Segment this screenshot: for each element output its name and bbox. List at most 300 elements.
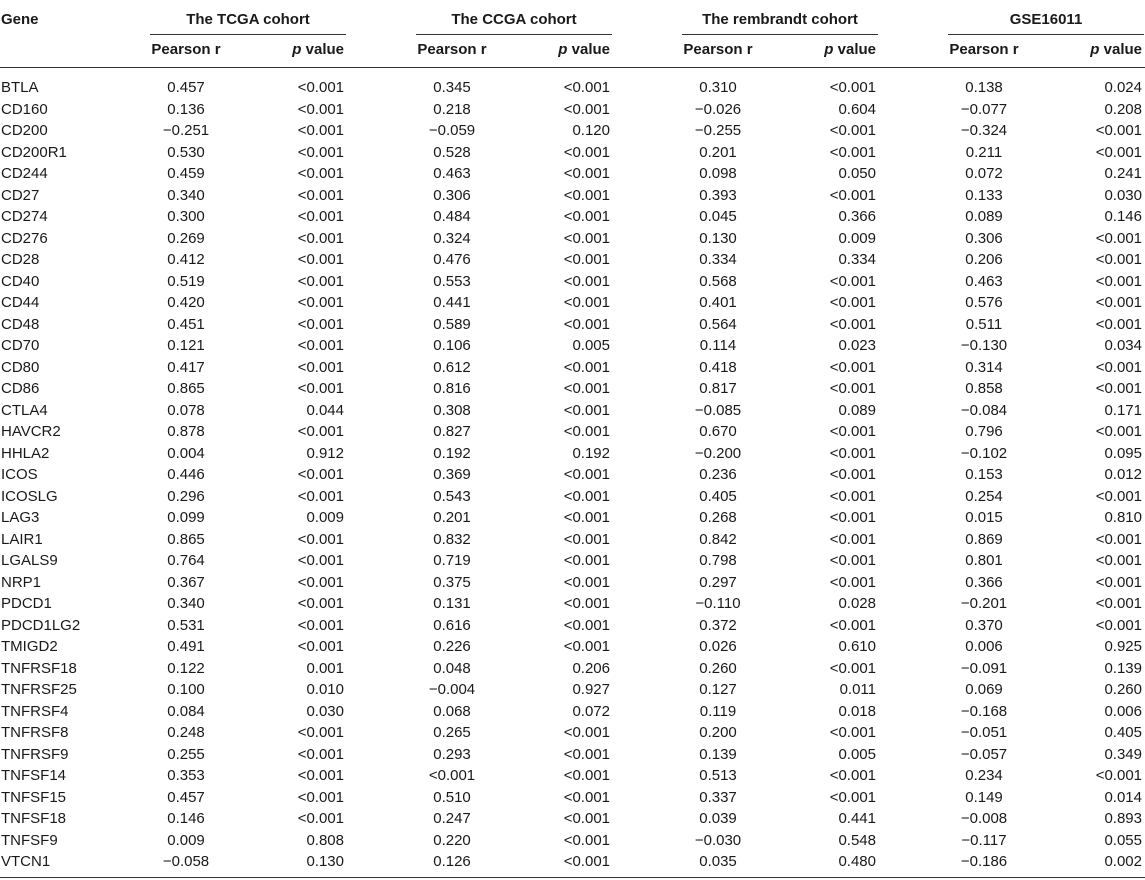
pearson-r-cell: 0.039	[699, 810, 737, 827]
p-value-cell: 0.072	[572, 702, 610, 720]
pearson-r-cell: −0.057	[960, 745, 1008, 763]
pearson-r-cell: 0.528	[433, 143, 471, 161]
table-row	[0, 142, 1145, 164]
p-value-cell: 0.610	[838, 638, 876, 655]
p-value-cell: <0.001	[829, 616, 876, 634]
p-value-cell: <0.001	[563, 79, 610, 96]
p-value-cell: 0.260	[1104, 681, 1142, 698]
pearson-r-cell: 0.616	[433, 616, 471, 634]
p-value-cell: <0.001	[297, 165, 344, 182]
pearson-r-cell: 0.119	[699, 702, 737, 720]
p-value-cell: 0.005	[838, 745, 876, 763]
pearson-r-cell: 0.220	[433, 831, 471, 849]
pearson-r-cell: 0.869	[965, 530, 1003, 548]
pearson-r-cell: 0.393	[699, 186, 737, 204]
p-value-cell: <0.001	[829, 272, 876, 290]
p-value-cell: <0.001	[563, 358, 610, 376]
p-value-cell: <0.001	[563, 165, 610, 182]
pearson-r-cell: 0.121	[167, 337, 205, 354]
pearson-r-cell: 0.069	[965, 681, 1003, 698]
pearson-r-cell: 0.206	[965, 251, 1003, 268]
p-value-cell: <0.001	[297, 745, 344, 763]
pearson-r-cell: 0.543	[433, 487, 471, 505]
p-value-cell: <0.001	[1095, 294, 1142, 311]
p-value-cell: <0.001	[297, 251, 344, 268]
pearson-r-cell: 0.200	[699, 724, 737, 741]
pearson-r-cell: 0.564	[699, 315, 737, 333]
p-value-cell: <0.001	[1095, 143, 1142, 161]
pearson-r-cell: 0.858	[965, 380, 1003, 397]
p-value-cell: <0.001	[1095, 423, 1142, 440]
pearson-r-cell: −0.110	[695, 595, 741, 612]
pearson-r-cell: 0.878	[167, 423, 205, 440]
gene-cell: CD70	[1, 337, 40, 354]
pearson-r-cell: 0.131	[433, 595, 471, 612]
pearson-r-cell: 0.006	[965, 638, 1003, 655]
gene-cell: LAIR1	[1, 530, 43, 548]
gene-cell: TNFRSF18	[1, 659, 77, 677]
pearson-r-cell: 0.084	[167, 702, 205, 720]
pearson-r-cell: 0.149	[965, 788, 1003, 806]
p-value-cell: <0.001	[829, 573, 876, 591]
gene-cell: TMIGD2	[1, 638, 58, 655]
gene-cell: HAVCR2	[1, 423, 61, 440]
p-value-cell: 0.120	[572, 122, 610, 139]
pearson-r-cell: −0.026	[694, 100, 742, 118]
pearson-r-cell: −0.004	[428, 681, 476, 698]
p-value-cell: <0.001	[563, 831, 610, 849]
table-row	[0, 271, 1145, 293]
pearson-r-cell: 0.218	[433, 100, 471, 118]
pearson-r-cell: 0.484	[433, 208, 471, 225]
pearson-r-cell: 0.026	[699, 638, 737, 655]
p-value-cell: <0.001	[297, 100, 344, 118]
pearson-r-cell: 0.133	[965, 186, 1003, 204]
pearson-r-cell: 0.255	[167, 745, 205, 763]
pearson-r-cell: 0.865	[167, 530, 205, 548]
p-value-cell: <0.001	[829, 122, 876, 139]
table-row	[0, 314, 1145, 336]
p-value-cell: <0.001	[829, 315, 876, 333]
pearson-r-cell: 0.568	[699, 272, 737, 290]
header-cohort-gse16011: GSE16011	[1009, 11, 1083, 28]
pearson-r-cell: −0.077	[960, 100, 1008, 118]
p-value-cell: 0.130	[306, 853, 344, 870]
p-value-cell: 0.349	[1104, 745, 1142, 763]
pearson-r-cell: −0.186	[960, 853, 1008, 870]
pearson-r-cell: 0.130	[699, 229, 737, 247]
gene-cell: CD86	[1, 380, 40, 397]
p-value-cell: <0.001	[297, 358, 344, 376]
p-value-cell: 0.139	[1104, 659, 1142, 677]
table-row	[0, 443, 1145, 465]
p-value-cell: <0.001	[297, 143, 344, 161]
pearson-r-cell: 0.513	[699, 767, 737, 784]
p-value-cell: 0.089	[838, 401, 876, 419]
pearson-r-cell: 0.459	[167, 165, 205, 182]
p-value-cell: 0.208	[1104, 100, 1142, 118]
header-gene: Gene	[1, 11, 39, 28]
p-value-cell: 0.034	[1104, 337, 1142, 354]
p-value-cell: <0.001	[297, 767, 344, 784]
p-value-cell: <0.001	[829, 509, 876, 526]
p-value-cell: <0.001	[297, 810, 344, 827]
p-value-cell: 0.810	[1104, 509, 1142, 526]
p-value-cell: <0.001	[563, 294, 610, 311]
p-value-cell: <0.001	[297, 208, 344, 225]
pearson-r-cell: −0.008	[960, 810, 1008, 827]
pearson-r-cell: −0.130	[960, 337, 1008, 354]
pearson-r-cell: 0.370	[965, 616, 1003, 634]
table-row	[0, 185, 1145, 207]
pearson-r-cell: 0.446	[167, 466, 205, 483]
gene-cell: ICOS	[1, 466, 38, 483]
p-value-cell: <0.001	[297, 573, 344, 591]
header-p-italic: p	[558, 41, 568, 58]
table-row	[0, 658, 1145, 680]
table-row	[0, 464, 1145, 486]
p-value-cell: <0.001	[829, 724, 876, 741]
group-underline	[948, 34, 1144, 35]
gene-cell: CTLA4	[1, 401, 48, 419]
p-value-cell: 0.012	[1104, 466, 1142, 483]
pearson-r-cell: −0.324	[960, 122, 1008, 139]
pearson-r-cell: 0.136	[167, 100, 205, 118]
gene-cell: ICOSLG	[1, 487, 58, 505]
header-row-cohorts	[0, 8, 1145, 32]
p-value-cell: 0.927	[572, 681, 610, 698]
p-value-cell: <0.001	[297, 122, 344, 139]
p-value-cell: <0.001	[1095, 229, 1142, 247]
gene-cell: CD160	[1, 100, 48, 118]
header-pearson-r: Pearson r	[151, 41, 221, 58]
p-value-cell: 0.055	[1104, 831, 1142, 849]
p-value-cell: <0.001	[563, 487, 610, 505]
p-value-cell: <0.001	[563, 767, 610, 784]
bottom-rule	[0, 877, 1145, 878]
pearson-r-cell: −0.102	[960, 444, 1008, 462]
p-value-cell: <0.001	[1095, 487, 1142, 505]
pearson-r-cell: 0.463	[433, 165, 471, 182]
header-p-italic: p	[292, 41, 302, 58]
p-value-cell: <0.001	[563, 380, 610, 397]
p-value-cell: <0.001	[297, 294, 344, 311]
p-value-cell: 0.030	[306, 702, 344, 720]
p-value-cell: <0.001	[829, 79, 876, 96]
pearson-r-cell: 0.375	[433, 573, 471, 591]
gene-cell: CD44	[1, 294, 40, 311]
p-value-cell: <0.001	[1095, 358, 1142, 376]
pearson-r-cell: 0.089	[965, 208, 1003, 225]
table-row	[0, 636, 1145, 658]
gene-cell: TNFSF18	[1, 810, 67, 827]
p-value-cell: <0.001	[297, 315, 344, 333]
pearson-r-cell: 0.247	[433, 810, 471, 827]
p-value-cell: <0.001	[297, 552, 344, 569]
pearson-r-cell: 0.441	[433, 294, 471, 311]
pearson-r-cell: 0.816	[433, 380, 471, 397]
header-p-italic: p	[1090, 41, 1100, 58]
p-value-cell: 0.405	[1104, 724, 1142, 741]
p-value-cell: <0.001	[563, 552, 610, 569]
pearson-r-cell: 0.234	[965, 767, 1003, 784]
p-value-cell: 0.241	[1104, 165, 1142, 182]
p-value-cell: <0.001	[1095, 122, 1142, 139]
p-value-cell: 0.604	[838, 100, 876, 118]
p-value-cell: 0.030	[1104, 186, 1142, 204]
pearson-r-cell: 0.009	[167, 831, 205, 849]
pearson-r-cell: 0.842	[699, 530, 737, 548]
gene-cell: CD48	[1, 315, 40, 333]
gene-cell: CD274	[1, 208, 48, 225]
p-value-cell: <0.001	[829, 444, 876, 462]
table-row	[0, 378, 1145, 400]
p-value-cell: <0.001	[829, 358, 876, 376]
p-value-cell: 0.925	[1104, 638, 1142, 655]
pearson-r-cell: 0.865	[167, 380, 205, 397]
pearson-r-cell: 0.226	[433, 638, 471, 655]
header-p-rest: value	[833, 41, 876, 58]
pearson-r-cell: 0.106	[433, 337, 471, 354]
p-value-cell: <0.001	[563, 272, 610, 290]
p-value-cell: 0.028	[838, 595, 876, 612]
p-value-cell: 0.018	[838, 702, 876, 720]
gene-cell: NRP1	[1, 573, 42, 591]
gene-cell: CD28	[1, 251, 40, 268]
pearson-r-cell: 0.401	[699, 294, 737, 311]
p-value-cell: <0.001	[1095, 315, 1142, 333]
p-value-cell: <0.001	[829, 143, 876, 161]
pearson-r-cell: −0.084	[960, 401, 1008, 419]
p-value-cell: <0.001	[297, 337, 344, 354]
gene-cell: CD40	[1, 272, 40, 290]
pearson-r-cell: 0.300	[167, 208, 205, 225]
table-row	[0, 787, 1145, 809]
p-value-cell: <0.001	[563, 466, 610, 483]
p-value-cell: 0.011	[839, 681, 876, 698]
pearson-r-cell: 0.072	[965, 165, 1003, 182]
p-value-cell: <0.001	[563, 530, 610, 548]
pearson-r-cell: 0.035	[699, 853, 737, 870]
gene-cell: TNFRSF4	[1, 702, 69, 720]
pearson-r-cell: 0.045	[699, 208, 737, 225]
p-value-cell: <0.001	[563, 788, 610, 806]
p-value-cell: <0.001	[829, 186, 876, 204]
table-row	[0, 679, 1145, 701]
pearson-r-cell: 0.420	[167, 294, 205, 311]
table-row	[0, 206, 1145, 228]
table-row	[0, 357, 1145, 379]
p-value-cell: <0.001	[297, 423, 344, 440]
table-row	[0, 335, 1145, 357]
pearson-r-cell: 0.353	[167, 767, 205, 784]
gene-cell: VTCN1	[1, 853, 51, 870]
gene-cell: PDCD1	[1, 595, 52, 612]
group-underline	[150, 34, 346, 35]
table-row	[0, 615, 1145, 637]
pearson-r-cell: 0.801	[965, 552, 1003, 569]
p-value-cell: <0.001	[563, 509, 610, 526]
pearson-r-cell: 0.308	[433, 401, 471, 419]
p-value-cell: <0.001	[829, 552, 876, 569]
pearson-r-cell: 0.553	[433, 272, 471, 290]
p-value-cell: <0.001	[297, 530, 344, 548]
pearson-r-cell: 0.100	[167, 681, 205, 698]
table-row	[0, 529, 1145, 551]
p-value-cell: <0.001	[297, 272, 344, 290]
pearson-r-cell: 0.068	[433, 702, 471, 720]
gene-cell: TNFRSF25	[1, 681, 77, 698]
table-row	[0, 292, 1145, 314]
gene-cell: CD244	[1, 165, 48, 182]
p-value-cell: <0.001	[1095, 616, 1142, 634]
pearson-r-cell: 0.612	[433, 358, 471, 376]
table-row	[0, 99, 1145, 121]
p-value-cell: <0.001	[1095, 530, 1142, 548]
p-value-cell: <0.001	[297, 616, 344, 634]
pearson-r-cell: 0.519	[167, 272, 205, 290]
gene-cell: CD276	[1, 229, 48, 247]
header-row-metrics	[0, 38, 1145, 62]
p-value-cell: 0.912	[306, 444, 344, 462]
p-value-cell: <0.001	[1095, 595, 1142, 612]
header-pearson-r: Pearson r	[683, 41, 753, 58]
p-value-cell: <0.001	[297, 724, 344, 741]
p-value-cell: 0.366	[838, 208, 876, 225]
pearson-r-cell: 0.412	[167, 251, 205, 268]
p-value-cell: <0.001	[829, 767, 876, 784]
table-row	[0, 851, 1145, 873]
p-value-cell: 0.009	[306, 509, 344, 526]
pearson-r-cell: 0.530	[167, 143, 205, 161]
pearson-r-cell: −0.030	[694, 831, 742, 849]
table-row	[0, 400, 1145, 422]
p-value-cell: <0.001	[563, 423, 610, 440]
p-value-cell: <0.001	[563, 100, 610, 118]
gene-cell: PDCD1LG2	[1, 616, 81, 634]
p-value-cell: <0.001	[829, 294, 876, 311]
pearson-r-cell: 0.293	[433, 745, 471, 763]
pearson-r-cell: 0.098	[699, 165, 737, 182]
p-value-cell: <0.001	[563, 595, 610, 612]
pearson-r-cell: 0.268	[699, 509, 737, 526]
pearson-r-cell: 0.457	[167, 788, 205, 806]
pearson-r-cell: 0.127	[699, 681, 737, 698]
pearson-r-cell: 0.491	[167, 638, 205, 655]
pearson-r-cell: −0.085	[694, 401, 742, 419]
p-value-cell: <0.001	[297, 487, 344, 505]
pearson-r-cell: 0.832	[433, 530, 471, 548]
header-p-rest: value	[1099, 41, 1142, 58]
p-value-cell: <0.001	[829, 530, 876, 548]
pearson-r-cell: 0.827	[433, 423, 471, 440]
gene-cell: HHLA2	[1, 444, 50, 462]
p-value-cell: 0.014	[1104, 788, 1142, 806]
gene-cell: TNFRSF9	[1, 745, 69, 763]
gene-cell: CD27	[1, 186, 40, 204]
pearson-r-cell: 0.576	[965, 294, 1003, 311]
p-value-cell: <0.001	[297, 466, 344, 483]
p-value-cell: <0.001	[829, 380, 876, 397]
pearson-r-cell: 0.817	[699, 380, 737, 397]
p-value-cell: <0.001	[563, 401, 610, 419]
p-value-cell: <0.001	[563, 208, 610, 225]
p-value-cell: 0.334	[838, 251, 876, 268]
table-row	[0, 593, 1145, 615]
p-value-cell: 0.024	[1104, 79, 1142, 96]
header-p-value	[824, 38, 876, 62]
p-value-cell: <0.001	[1095, 552, 1142, 569]
p-value-cell: 0.146	[1104, 208, 1142, 225]
gene-cell: TNFRSF8	[1, 724, 69, 741]
p-value-cell: <0.001	[1095, 272, 1142, 290]
pearson-r-cell: 0.369	[433, 466, 471, 483]
p-value-cell: 0.095	[1104, 444, 1142, 462]
pearson-r-cell: 0.310	[699, 79, 737, 96]
pearson-r-cell: 0.372	[699, 616, 737, 634]
header-cohort-rembrandt: The rembrandt cohort	[702, 11, 858, 28]
p-value-cell: <0.001	[563, 616, 610, 634]
p-value-cell: <0.001	[563, 186, 610, 204]
pearson-r-cell: −0.058	[162, 853, 210, 870]
p-value-cell: <0.001	[829, 487, 876, 505]
p-value-cell: <0.001	[829, 423, 876, 440]
pearson-r-cell: 0.146	[167, 810, 205, 827]
pearson-r-cell: 0.510	[433, 788, 471, 806]
gene-cell: TNFSF9	[1, 831, 58, 849]
gene-cell: TNFSF14	[1, 767, 67, 784]
pearson-r-cell: −0.117	[961, 831, 1007, 849]
pearson-r-cell: −0.168	[960, 702, 1008, 720]
table-row	[0, 701, 1145, 723]
pearson-r-cell: 0.340	[167, 595, 205, 612]
header-pearson-r: Pearson r	[417, 41, 487, 58]
p-value-cell: 0.171	[1104, 401, 1142, 419]
pearson-r-cell: 0.192	[433, 444, 471, 462]
p-value-cell: 0.441	[838, 810, 876, 827]
pearson-r-cell: 0.114	[699, 337, 737, 354]
pearson-r-cell: −0.091	[960, 659, 1008, 677]
pearson-r-cell: 0.248	[167, 724, 205, 741]
p-value-cell: <0.001	[1095, 380, 1142, 397]
table-row	[0, 77, 1145, 99]
p-value-cell: <0.001	[563, 724, 610, 741]
pearson-r-cell: 0.476	[433, 251, 471, 268]
header-pearson-r: Pearson r	[949, 41, 1019, 58]
p-value-cell: <0.001	[297, 186, 344, 204]
gene-cell: TNFSF15	[1, 788, 67, 806]
gene-cell: LGALS9	[1, 552, 58, 569]
table-row	[0, 421, 1145, 443]
pearson-r-cell: 0.265	[433, 724, 471, 741]
table-row	[0, 830, 1145, 852]
pearson-r-cell: 0.201	[699, 143, 737, 161]
pearson-r-cell: 0.670	[699, 423, 737, 440]
pearson-r-cell: 0.796	[965, 423, 1003, 440]
p-value-cell: 0.480	[838, 853, 876, 870]
pearson-r-cell: 0.463	[965, 272, 1003, 290]
pearson-r-cell: 0.078	[167, 401, 205, 419]
table-row	[0, 765, 1145, 787]
p-value-cell: 0.192	[572, 444, 610, 462]
p-value-cell: 0.808	[306, 831, 344, 849]
pearson-r-cell: 0.451	[167, 315, 205, 333]
pearson-r-cell: 0.340	[167, 186, 205, 204]
p-value-cell: <0.001	[563, 143, 610, 161]
pearson-r-cell: 0.260	[699, 659, 737, 677]
pearson-r-cell: 0.048	[433, 659, 471, 677]
p-value-cell: <0.001	[1095, 573, 1142, 591]
